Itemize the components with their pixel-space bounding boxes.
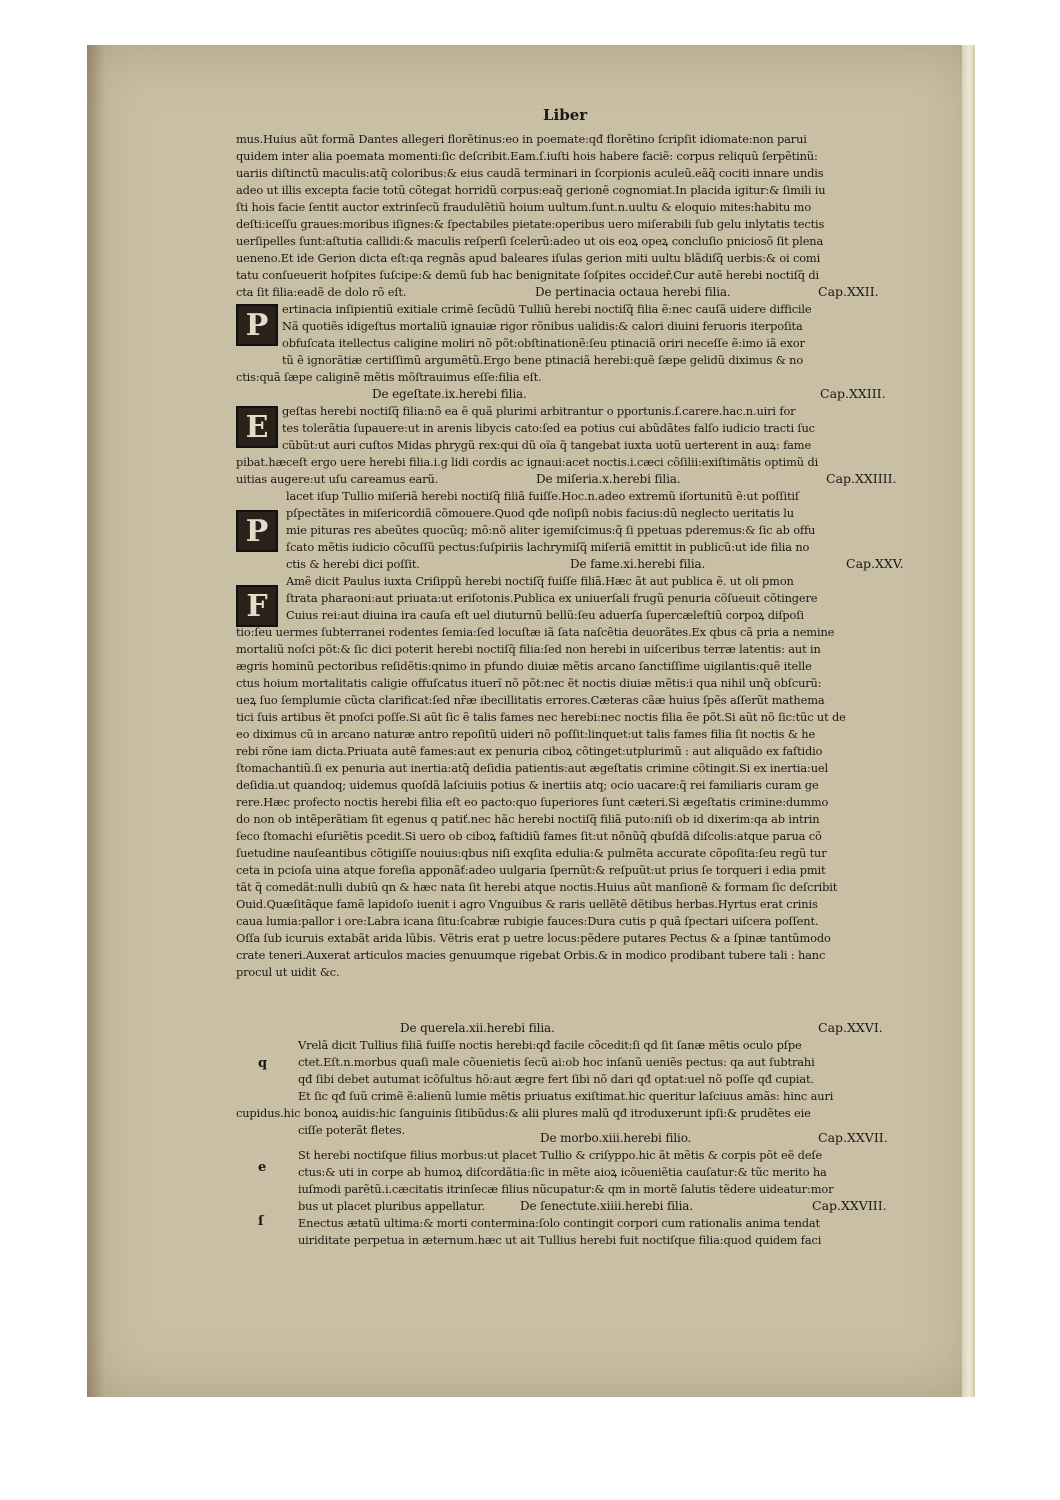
text-line: Oſſa ſub icuruis extabãt arida lũbis. Vẽtris erat p uetre locus:pẽdere putares Pectus & a ſpinæ tantũmodo <box>236 931 831 945</box>
text-line: deſti:iceſſu graues:moribus iſignes:& ſpectabiles pietate:operibus uero miſerabili ſub gelu inlytatis tectis <box>236 217 825 231</box>
chapter-number: Cap.XXVII. <box>818 1130 888 1145</box>
text-line: pſpectãtes in miſericordiã cõmouere.Quod qđe noſipſi nobis facius:dũ neglecto ueritatis lu <box>286 506 794 520</box>
text-line: crate teneri.Auxerat articulos macies genuumque rigebat Orbis.& in modico prodibant tubere tali : hanc <box>236 948 826 962</box>
text-line: ueꝝ ſuo ſemplumie cũcta clarificat:ſed nr̃æ ibecillitatis errores.Cæteras cãæ huius ſpẽs aſſerũt mathema <box>236 693 825 707</box>
text-line: tici ſuis artibus ẽt pnoſci poſſe.Si aũt ſic ẽ talis fames nec herebi:nec noctis filia ẽe põt.Si aũt nõ ſic:tũc ut de <box>236 710 846 724</box>
text-line: Ouid.Quæſitãque famẽ lapidoſo iuenit i agro Vnguibus & raris uellẽtẽ dẽtibus herbas.Hyrtus erat crinis <box>236 897 818 911</box>
text-line: eo diximus cũ in arcano naturæ antro repoſitũ uideri nõ poſſit:linquet:ut talis fames filia ſit noctis & he <box>236 727 816 741</box>
text-line: tũ ẽ ignorãtiæ certiſſimũ argumẽtũ.Ergo bene ptinaciã herebi:quẽ ſæpe gelidũ diximus & no <box>282 353 804 367</box>
text-line: geſtas herebi noctiſq̃ filia:nõ ea ẽ quã plurimi arbitrantur o pportunis.ſ.carere.hac.n.uiri for <box>282 404 796 418</box>
text-line: ueneno.Et ide Gerion dicta eſt:qa regnãs apud baleares iſulas gerion miti uultu blãdiſq̃ uerbis:& oi comi <box>236 251 821 265</box>
decorated-initial: F <box>236 585 278 627</box>
text-line: ertinacia inſipientiũ exitiale crimẽ ſecũdũ Tulliũ herebi noctiſq̃ filia ẽ:nec cauſã uidere difficile <box>282 302 812 316</box>
text-line: do non ob intẽperãtiam ſit egenus q patiť.nec hãc herebi noctiſq̃ filiã puto:niſi ob id dixerim:qa ab intrin <box>236 812 820 826</box>
chapter-number: Cap.XXV. <box>846 556 904 571</box>
text-line: lacet iſup Tullio miſeriã herebi noctiſq̃ filiã fuiſſe.Hoc.n.adeo extremũ iſortunitũ ẽ:ut poſſitiſ <box>286 489 799 503</box>
text-line: ſti hois facie ſentit auctor extrinſecũ fraudulẽtiũ hoium uultum.ſunt.n.uultu & eloquio mites:habitu mo <box>236 200 812 214</box>
text-line: Vrelã dicit Tullius filiã fuiſſe noctis herebi:qđ facile cõcedit:ſi qd ſit ſanæ mẽtis oculo pſpe <box>298 1038 802 1052</box>
chapter-number: Cap.XXII. <box>818 284 879 299</box>
text-line: pibat.hæceſt ergo uere herebi filia.i.g lidi cordis ac ignaui:acet noctis.i.cæci cõſilii:exiſtimãtis optimũ di <box>236 455 819 469</box>
text-line: St herebi noctiſque filius morbus:ut placet Tullio & criſyppo.hic ãt mẽtis & corpis põt eẽ deſe <box>298 1148 823 1162</box>
chapter-number: Cap.XXVIII. <box>812 1198 887 1213</box>
text-line: tio:ſeu uermes ſubterranei rodentes ſemia:ſed locuſtæ iã ſata naſcẽtia deuorãtes.Ex qbus cã pria a nemine <box>236 625 835 639</box>
text-line: iuſmodi parẽtũ.i.cæcitatis itrinſecæ filius nũcupatur:& qm in mortẽ ſalutis tẽdere uideatur:mor <box>298 1182 834 1196</box>
chapter-number: Cap.XXIIII. <box>826 471 897 486</box>
text-line: cta ſit filia:eadẽ de dolo rõ eſt. <box>236 285 407 299</box>
text-line: ctis:quã ſæpe caliginẽ mẽtis mõſtrauimus eſſe:filia eſt. <box>236 370 542 384</box>
text-line: ctet.Eſt.n.morbus quaſi male cõuenietis ſecũ ai:ob hoc inſanũ ueniẽs pectus: qa aut ſubtrahi <box>298 1055 815 1069</box>
text-line: ſcato mẽtis iudicio cõcuſſũ pectus:ſuſpiriis lachrymiſq̃ miſeriã emittit in publicũ:ut ide filia no <box>286 540 810 554</box>
chapter-heading: De pertinacia octaua herebi filia. <box>535 285 731 299</box>
text-line: Cuius rei:aut diuina ira cauſa eſt uel diuturnũ bellũ:ſeu aduerſa ſupercæleſtiũ corpoꝝ diſpoſi <box>286 608 804 622</box>
chapter-number: Cap.XXIII. <box>820 386 886 401</box>
text-line: ciſſe poterãt fletes. <box>298 1123 405 1137</box>
chapter-heading: De morbo.xiii.herebi filio. <box>540 1131 692 1145</box>
chapter-heading: De querela.xii.herebi filia. <box>400 1021 555 1035</box>
chapter-heading: De egeſtate.ix.herebi filia. <box>372 387 527 401</box>
text-line: qđ ſibi debet autumat icõſultus hõ:aut ægre fert ſibi nõ dari qđ optat:uel nõ poſſe qđ cupiat. <box>298 1072 814 1086</box>
chapter-heading: De fame.xi.herebi filia. <box>570 557 706 571</box>
text-line: ſeco ſtomachi eſuriẽtis pcedit.Si uero ob ciboꝝ faſtidiũ fames ſit:ut nõnũq̃ qbuſdã diſcolis:atque parua cõ <box>236 829 822 843</box>
text-line: rebi rõne iam dicta.Priuata autẽ fames:aut ex penuria ciboꝝ cõtinget:utplurimũ : aut aliquãdo ex faſtidio <box>236 744 823 758</box>
text-line: uitias augere:ut uſu careamus earũ. <box>236 472 439 486</box>
text-line: uerſipelles ſunt:aſtutia callidi:& maculis reſperſi ſcelerũ:adeo ut ois eoꝝ opeꝝ concluſio pniciosõ ſit plena <box>236 234 824 248</box>
text-line: Amẽ dicit Paulus iuxta Criſippũ herebi noctiſq̃ fuiſſe filiã.Hæc ãt aut publica ẽ. ut oli pmon <box>286 574 794 588</box>
text-line: cũbũt:ut auri cuſtos Midas phrygũ rex:qui dũ oĩa q̃ tangebat iuxta uotũ uerterent in auꝝ: fame <box>282 438 812 452</box>
text-line: quidem inter alia poemata momenti:ſic deſcribit.Eam.ſ.iuſti hois habere faciẽ: corpus reliquũ ſerpẽtinũ: <box>236 149 818 163</box>
margin-letter: q <box>258 1056 268 1071</box>
chapter-heading: De ſenectute.xiiii.herebi filia. <box>520 1199 693 1213</box>
text-line: ctus hoium mortalitatis caligie offuſcatus ituerĩ nõ põt:nec ẽt noctis diuiæ mẽtis:i qua nihil unq̃ obſcurũ: <box>236 676 822 690</box>
chapter-number: Cap.XXVI. <box>818 1020 883 1035</box>
margin-letter: ſ <box>258 1214 264 1229</box>
text-line: ſuetudine nauſeantibus cõtigiſſe nouius:qbus niſi exqſita edulia:& pulmẽta accurate cõpoſita:ſeu regũ tur <box>236 846 827 860</box>
text-line: mus.Huius aũt formã Dantes allegeri florẽtinus:eo in poemate:qđ florẽtino ſcripſit idiomate:non parui <box>236 132 807 146</box>
text-line: ſtrata pharaoni:aut priuata:ut eriſotonis.Publica ex uniuerſali frugũ penuria cõſueuit cõtingere <box>286 591 818 605</box>
text-line: tãt q̃ comedãt:nulli dubiũ qn & hæc nata ſit herebi atque noctis.Huius aũt manſionẽ & formam ſic deſcribit <box>236 880 838 894</box>
text-line: tatu conſueuerit hoſpites ſuſcipe:& demũ ſub hac benignitate ſoſpites occideř.Cur autẽ herebi noctiſq̃ di <box>236 268 820 282</box>
text-line: Nã quotiẽs idigeſtus mortaliũ ignauiæ rigor rõnibus ualidis:& calori diuini feruoris iterpoſita <box>282 319 803 333</box>
text-line: ctis & herebi dici poſſit. <box>286 557 420 571</box>
text-line: adeo ut illis excepta facie totũ cõtegat horridũ corpus:eaq̃ gerionẽ cognomiat.In placida igitur:& ſimili iu <box>236 183 826 197</box>
text-line: deſidia.ut quandoq; uidemus quoſdã laſciuiis potius & inertiis atq; ocio uacare:q̃ rei familiaris curam ge <box>236 778 819 792</box>
text-line: Et ſic qđ ſuũ crimẽ ẽ:alienũ lumie mẽtis priuatus exiſtimat.hic queritur laſciuus amãs: hinc auri <box>298 1089 834 1103</box>
text-line: ctus:& uti in corpe ab humoꝝ diſcordãtia:ſic in mẽte aioꝝ icõueniẽtia cauſatur:& tũc merito ha <box>298 1165 827 1179</box>
text-line: bus ut placet pluribus appellatur. <box>298 1199 485 1213</box>
text-line: mie pituras res abeũtes quocũq; mõ:nõ aliter igemiſcimus:q̃ ſi ppetuas pderemus:& ſic ab offu <box>286 523 816 537</box>
text-line: procul ut uidit &c. <box>236 965 340 979</box>
margin-letter: e <box>258 1160 267 1175</box>
text-line: rere.Hæc profecto noctis herebi filia eſt eo pacto:quo ſuperiores ſunt cæteri.Si ægeſtatis crimine:dummo <box>236 795 829 809</box>
text-line: Enectus ætatũ ultima:& morti contermina:ſolo contingit corpori cum rationalis anima tendat <box>298 1216 820 1230</box>
text-line: uariis diſtinctũ maculis:atq̃ coloribus:& eius caudã terminari in ſcorpionis aculeũ.eãq̃ cociti innare undis <box>236 166 824 180</box>
text-line: obfuſcata itellectus caligine moliri nõ põt:obſtinationẽ:ſeu ptinaciã oriri neceſſe ẽ:imo iã exor <box>282 336 805 350</box>
running-head: Liber <box>543 106 588 124</box>
text-line: tes tolerãtia ſupauere:ut in arenis libycis cato:ſed ea potius cui abũdãtes falſo iudicio tracti ſuc <box>282 421 815 435</box>
chapter-heading: De miſeria.x.herebi filia. <box>536 472 681 486</box>
decorated-initial: P <box>236 304 278 346</box>
decorated-initial: P <box>236 510 278 552</box>
text-line: cupidus.hic bonoꝝ auidis:hic ſanguinis ſitibũdus:& alii plures malũ qđ itroduxerunt ipſi:& prudẽtes eie <box>236 1106 811 1120</box>
text-line: ceta in pcioſa uina atque foreſia apponãť:adeo uulgaria ſpernũt:& reſpuũt:ut prius ſe torqueri i edia pmit <box>236 863 826 877</box>
text-line: mortaliũ noſci põt:& ſic dici poterit herebi noctiſq̃ filia:ſed non herebi in uiſceribus terræ latentis: aut in <box>236 642 821 656</box>
decorated-initial: E <box>236 406 278 448</box>
text-line: caua lumia:pallor i ore:Labra icana ſitu:ſcabræ rubigie fauces:Dura cutis p quã ſpectari uiſcera poſſent. <box>236 914 819 928</box>
text-line: ſtomachantiũ.ſi ex penuria aut inertia:atq̃ deſidia patientis:aut ægeſtatis crimine cõtingit.Si ex inertia:uel <box>236 761 828 775</box>
text-line: ægris hominũ pectoribus reſidẽtis:qnimo in pfundo diuiæ mẽtis arcano ſanctiſſime uigilantis:quẽ itelle <box>236 659 812 673</box>
text-line: uiriditate perpetua in æternum.hæc ut ait Tullius herebi fuit noctiſque filia:quod quidem faci <box>298 1233 822 1247</box>
